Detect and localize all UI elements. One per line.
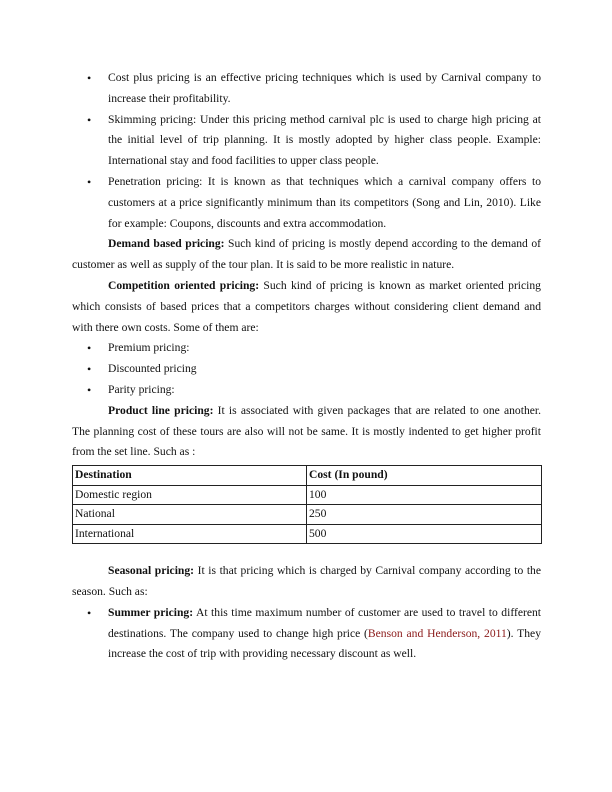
list-item-text: Penetration pricing: It is known as that techniques which a carnival company offers to customers at a price significantly minimum than its competitors (Song and Lin, 2010). Like for example: Coupons, discounts and extra accommodation. xyxy=(108,174,541,230)
bullet-icon: • xyxy=(87,605,92,620)
bullet-icon: • xyxy=(87,382,92,397)
spacer xyxy=(72,544,541,561)
cost-table xyxy=(72,465,542,544)
table-header-cost: Cost (In pound) xyxy=(307,466,542,486)
bullet-icon: • xyxy=(87,362,92,377)
bullet-icon: • xyxy=(87,112,92,127)
list-item xyxy=(72,359,541,380)
product-line-text: It is associated with given packages that are related to one another. The planning cost of these tours are also will not be same. It is mostly indented to get higher profit from the set line. Such as : xyxy=(72,403,542,459)
list-item xyxy=(72,68,541,110)
table-row xyxy=(73,505,542,525)
demand-heading: Demand based pricing: xyxy=(108,237,225,251)
seasonal-heading: Seasonal pricing: xyxy=(108,564,195,578)
table-cell: 250 xyxy=(307,505,542,525)
table-header-row xyxy=(73,466,542,486)
list-item-text: Discounted pricing xyxy=(108,362,197,376)
table-row xyxy=(73,524,542,544)
list-item xyxy=(72,603,541,665)
bullet-icon: • xyxy=(87,71,92,85)
table-header-destination: Destination xyxy=(73,466,307,486)
summer-text-1: At this time maximum number of customer are used to travel to different destinations. The company used to change high price ( xyxy=(108,605,542,640)
pricing-methods-list xyxy=(72,68,541,234)
table-cell: International xyxy=(73,524,307,544)
list-item-text: Skimming pricing: Under this pricing method carnival plc is used to charge high pricing at the initial level of trip planning. It is mostly adopted by higher class people. Example: International stay and food facilities to upper class people. xyxy=(108,112,541,168)
list-item-text: Parity pricing: xyxy=(108,382,175,396)
seasonal-paragraph xyxy=(72,561,541,603)
list-item xyxy=(72,110,541,172)
product-line-heading: Product line pricing: xyxy=(108,403,214,417)
summer-heading: Summer pricing: xyxy=(108,605,194,619)
bullet-icon: • xyxy=(87,174,92,189)
competition-heading: Competition oriented pricing: xyxy=(108,278,260,292)
demand-text: Such kind of pricing is mostly depend according to the demand of customer as well as supply of the tour plan. It is said to be more realistic in nature. xyxy=(72,237,541,272)
bullet-icon: • xyxy=(87,341,92,356)
table-cell: Domestic region xyxy=(73,485,307,505)
list-item-text: Premium pricing: xyxy=(108,341,190,355)
table-cell: National xyxy=(73,505,307,525)
competition-text: Such kind of pricing is known as market oriented pricing which consists of based prices that a competitors charges without considering client demand and with there own costs. Some of them are: xyxy=(72,278,541,334)
competition-paragraph xyxy=(72,276,541,338)
list-item-text: Cost plus pricing is an effective pricing techniques which is used by Carnival company to increase their profitability. xyxy=(108,71,541,105)
list-item xyxy=(72,338,541,359)
competition-list xyxy=(72,338,541,400)
demand-paragraph xyxy=(72,234,541,276)
page-content xyxy=(72,68,541,665)
summer-text-2: ). They increase the cost of trip with providing necessary discount as well. xyxy=(108,626,541,661)
seasonal-list xyxy=(72,603,541,665)
seasonal-text: It is that pricing which is charged by Carnival company according to the season. Such as: xyxy=(72,564,541,598)
table-row xyxy=(73,485,542,505)
list-item xyxy=(72,380,541,401)
table-cell: 100 xyxy=(307,485,542,505)
product-line-paragraph xyxy=(72,401,541,463)
list-item xyxy=(72,172,541,234)
table-cell: 500 xyxy=(307,524,542,544)
citation-link[interactable]: Benson and Henderson, 2011 xyxy=(367,626,507,640)
